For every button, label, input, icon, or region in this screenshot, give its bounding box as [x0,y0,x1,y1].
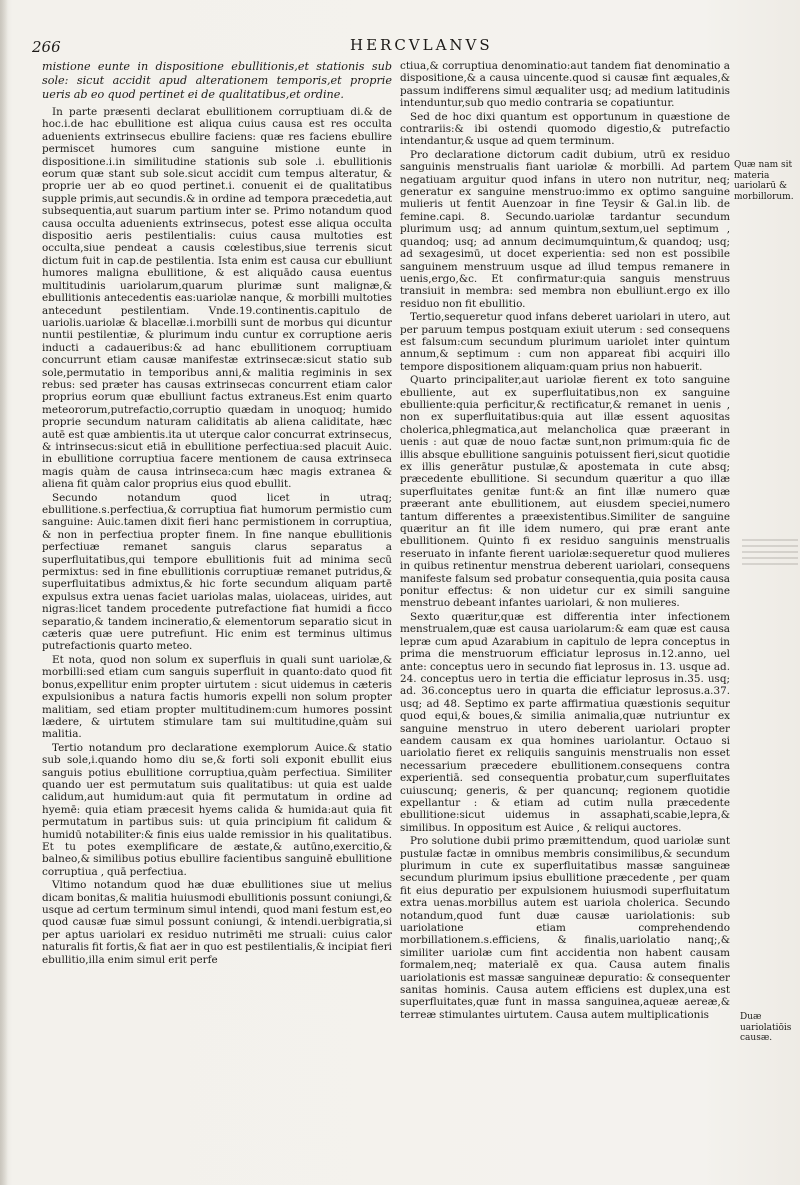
paragraph: Sexto quæritur,quæ est differentia inter infectionem menstrualem,quæ est causa uariolarum:& eam quæ est causa lepræ cum apud Azarabium in capitulo de lepra conceptus in prima die menstruorum efficiatur leprosus in.12.anno, uel ante: conceptus uero in secundo fiat leprosus in. 13. usque ad. 24. conceptus uero in tertia die efficiatur leprosus in.35. usq; ad. 36.conceptus uero in quarta die efficiatur leprosus.a.37. usq; ad 48. Septimo ex parte affirmatiua quæstionis sequitur quod equi,& boues,& similia animalia,quæ nutriuntur ex sanguine menstruo in utero deberent uariolari propter eandem causam ex qua homines uariolantur. Octauo si uariolatio fieret ex reliquiis sanguinis menstrualis non esset necessarium præcedere ebullitionem.consequens contra experientiā. sed consequentia probatur,cum superfluitates cuiuscunq; generis, & per quancunq; regionem quotidie expellantur : & etiam ad cutim nulla præcedente ebullitione:sicut uidemus in assaphati,scabie,lepra,& similibus. In oppositum est Auice , & reliqui auctores. [400,610,730,834]
paragraph: Et nota, quod non solum ex superfluis in quali sunt uariolæ,& morbilli:sed etiam cum sanguis superfluit in quanto:dato quod fit bonus,expellitur enim propter uirtutem : sicut uidemus in cæteris expulsionibus a natura factis humoris expelli non solum propter malitiam, sed etiam propter multitudinem:cum humores possint lædere, & uirtutem stimulare tam sui multitudine,quàm sui malitia. [42,653,392,741]
paragraph: In parte præsenti declarat ebullitionem corruptiuam di.& de hoc.i.de hac ebullitione est aliqua cuius causa est res occulta aduenients extrinsecus ebullire faciens: quæ res faciens ebullire permiscet humores cum sanguine mistione eunte in dispositione.i.in similitudine stationis sub sole .i. ebullitionis eorum quæ stant sub sole.sicut accidit cum tempus alteratur, & proprie uer ab eo quod pertinet.i. conuenit ei de qualitatibus supple primis,aut secundis.& in ordine ad tempora præcedetia,aut subsequentia,aut suarum partium inter se. Primo notandum quod causa occulta aduenients extrinsecus, potest esse aliqua occulta dispositio aeris pestilentialis: cuius causa multoties est occulta,siue pendeat a causis cœlestibus,siue terrenis sicut dictum fuit in cap.de pestilentia. Ista enim est causa cur ebulliunt humores maligna ebullitione, & est aliquādo causa euentus multitudinis uariolarum,quarum plurimæ sunt malignæ,& ebullitionis antecedentis eas:uariolæ nanque, & morbilli multoties antecedunt pestilentiam. Vnde.19.continentis.capitulo de uariolis.uariolæ & blacellæ.i.morbilli sunt de morbus qui dicuntur nuntii pestilentiæ, & plurimum indu cuntur ex corruptione aeris inducti a cadaueribus:& ad hanc ebullitionem corruptiuam concurrunt etiam causæ manifestæ extrinsecæ:sicut statio sub sole,permutatio in temporibus anni,& malitia regiminis in sex rebus: sed præter has causas extrinsecas concurrent etiam calor proprius eorum quæ ebulliunt factus extraneus.Est enim quarto meteororum,putrefactio,corruptio quædam in unoquoq; humido proprie secundum naturam caliditatis ab aliena caliditate, hæc autē est quæ ambientis.ita ut uterque calor concurrat extrinsecus, & intrinsecus:sicut etiā in ebullitione perfectiua:sed placuit Auic. in ebullitione corruptiua facere mentionem de causa extrinseca magis quàm de causa intrinseca:cum hæc magis extranea & aliena fit quàm calor proprius eius quod ebullit. [42,106,392,491]
paragraph: Pro declaratione dictorum cadit dubium, utrū ex residuo sanguinis menstrualis fiant uariolæ & morbilli. Ad partem negatiuam arguitur quod infans in utero non nutritur, neq; generatur ex sanguine menstruo:immo ex optimo sanguine mulieris ut fentit Auenzoar in fine Teysir & Gal.in lib. de femine.capi. 8. Secundo.uariolæ tardantur secundum plurimum usq; ad annum quintum,sextum,uel septimum , quandoq; usq; ad annum decimumquintum,& quandoq; usq; ad sexagesimū, ut docet experientia: sed non est possibile sanguinem menstruum usque ad illud tempus remanere in uenis,ergo,&c. Et confirmatur:quia sanguis menstruus transiuit in membra: sed membra non ebulliunt.ergo ex illo residuo non fit ebullitio. [400,148,730,310]
left-column [42,60,392,967]
page-number: 266 [32,38,61,56]
paragraph: Quarto principaliter,aut uariolæ fierent ex toto sanguine ebulliente, aut ex superfluitatibus,non ex sanguine ebulliente:quia perficitur,& rectificatur,& remanet in uenis , non ex superfluitatibus:quia aut illæ essent aquositas cholerica,phlegmatica,aut melancholica quæ præerant in uenis : aut quæ de nouo factæ sunt,non primum:quia fic de illis absque ebullitione sanguinis potuissent fieri,sicut quotidie ex illis generātur pustulæ,& apostemata in cute absq; præcedente ebullitione. Si secundum quæritur a quo illæ superfluitates genitæ funt:& an fint illæ numero quæ præerant ante ebullitionem, aut eiusdem speciei,numero tantum differentes a præexistentibus.Similiter de sanguine quæritur an fit ille idem numero, qui præ erant ante ebullitionem. Quinto fi ex residuo sanguinis menstrualis reseruato in infante fierent uariolæ:sequeretur quod mulieres in quibus retinentur menstrua deberent uariolari, consequens manifeste falsum sed probatur consequentia,quia posita causa ponitur effectus: & non uidetur cur ex simili sanguine menstruo debeant infantes uariolari, & non mulieres. [400,374,730,610]
paragraph: Secundo notandum quod licet in utraq; ebullitione.s.perfectiua,& corruptiua fiat humorum permistio cum sanguine: Auic.tamen dixit fieri hanc permistionem in corruptiua, & non in perfectiua propter finem. In fine nanque ebullitionis perfectiuæ remanet sanguis clarus separatus a superfluitatibus,qui tempore ebullitionis fuit ad minima secū permixtus: sed in fine ebullitionis corruptiuæ remanet putridus,& superfluitatibus admixtus,& hic forte secundum aliquam partē expulsus extra uenas faciet uariolas malas, uiolaceas, uirides, aut nigras:licet tandem procedente putrefactione fiat humidi a ficco separatio,& tandem incineratio,& elementorum separatio sicut in cæteris quæ uere putrefiunt. Hic enim est terminus ultimus putrefactionis quarto meteo. [42,491,392,653]
paragraph: Tertio,sequeretur quod infans deberet uariolari in utero, aut per paruum tempus postquam exiuit uterum : sed consequens est falsum:cum secundum plurimum uariolet inter quintum annum,& septimum : cum non appareat fibi acquiri illo tempore dispositionem aliquam:quam prius non habuerit. [400,311,730,373]
paragraph: ctiua,& corruptiua denominatio:aut tandem fiat denominatio a dispositione,& a causa uincente.quod si causæ fint æquales,& passum indifferens simul æqualiter usq; ad medium latitudinis intenduntur,sub quo medio contraria se copatiuntur. [400,60,730,110]
paragraph: Pro solutione dubii primo præmittendum, quod uariolæ sunt pustulæ factæ in omnibus membris consimilibus,& secundum plurimum in cute ex superfluitatibus massæ sanguineæ secundum plurimum ipsius ebullitione præcedente , per quam fit eius depuratio per expulsionem huiusmodi superfluitatum extra uenas.morbillus autem est uariola cholerica. Secundo notandum,quod funt duæ causæ uariolationis: sub uariolatione etiam comprehendendo morbillationem.s.efficiens, & finalis,uariolatio nanq;,& similiter uariolæ cum fint accidentia non habent causam formalem,neq; materialē ex qua. Causa autem finalis uariolationis est massæ sanguineæ depuratio: & consequenter sanitas hominis. Causa autem efficiens est duplex,una est superfluitates,quæ funt in massa sanguinea,aqueæ aereæ,& terreæ stimulantes uirtutem. Causa autem multiplicationis [400,835,730,1021]
right-column [400,60,730,1022]
paragraph: Tertio notandum pro declaratione exemplorum Auice.& statio sub sole,i.quando homo diu se,& forti soli exponit ebullit eius sanguis potius ebullitione corruptiua,quàm perfectiua. Similiter quando uer est permutatum suis qualitatibus: ut quia est ualde calidum,aut humidum:aut quia fit permutatum in ordine ad hyemē: quia etiam præcesit hyems calida & humida:aut quia fit permutatum in partibus suis: ut quia principium fit calidum & humidū notabiliter:& finis eius ualde remissior in his qualitatibus. Et tu potes exemplificare de æstate,& autūno,exercitio,& balneo,& similibus potius ebullire facientibus sanguinē ebullitione corruptiua , quā perfectiua. [42,741,392,878]
marginal-note: Quæ nam sit materia uariolarū & morbillorum. [734,160,794,202]
paragraph: Sed de hoc dixi quantum est opportunum in quæstione de contrariis:& ibi ostendi quomodo digestio,& putrefactio intendantur,& usque ad quem terminum. [400,110,730,148]
paragraph: Vltimo notandum quod hæ duæ ebullitiones siue ut melius dicam bonitas,& malitia huiusmodi ebullitionis possunt coniungi,& usque ad certum terminum simul intendi, quod mani festum est,eo quod causæ fuæ simul possunt coniungi, & intendi.uerbigratia,si per aptus uariolari ex residuo nutrimēti me struali: cuius calor naturalis fit fortis,& fiat aer in quo est pestilentialis,& incipiat fieri ebullitio,illa enim simul erit perfe [42,879,392,966]
lead-italic-text: mistione eunte in dispositione ebullitionis,et stationis sub sole: sicut accidit apud alterationem temporis,et proprie ueris ab eo quod pertinet ei de qualitatibus,et ordine. [42,60,392,101]
marginal-note: Duæ uariolatiōis causæ. [740,1012,792,1043]
page-header [32,36,732,58]
running-head: HERCVLANVS [350,36,493,54]
faded-marginal-mark [742,535,798,565]
binding-shadow [0,0,8,1185]
